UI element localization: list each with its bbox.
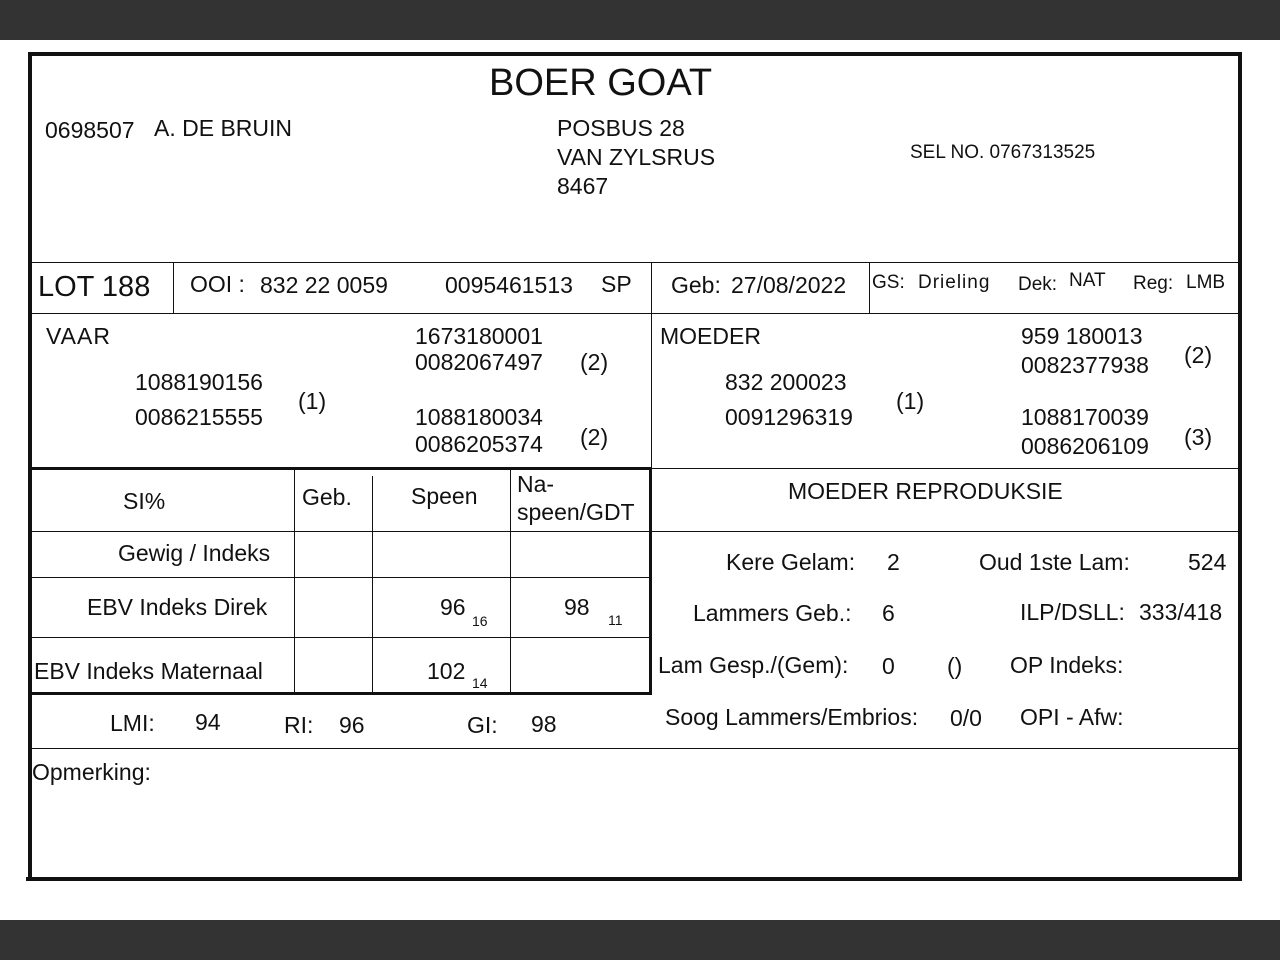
- divider-pedigree-bottom-right: [651, 468, 1238, 469]
- sire-id: 1088190156: [135, 369, 263, 395]
- oud-1ste-lam-value: 524: [1188, 549, 1227, 575]
- divider-lot-v2: [651, 262, 652, 314]
- repro-title: MOEDER REPRODUKSIE: [788, 478, 1063, 504]
- divider-lot-v1: [173, 262, 174, 314]
- kere-gelam-value: 2: [887, 549, 900, 575]
- ooi-code: 0095461513: [445, 272, 573, 298]
- gs-label: GS:: [872, 272, 905, 293]
- geb-column-header: Geb.: [302, 484, 352, 510]
- dam-mark: (1): [896, 388, 925, 414]
- ri-label: RI:: [284, 712, 314, 738]
- divider-pedigree-v: [651, 313, 652, 469]
- lam-gesp-average: (): [947, 653, 963, 679]
- sire-granddam-id: 1088180034: [415, 404, 543, 430]
- si-box-top: [32, 467, 652, 470]
- row-label-ebv-maternaal: EBV Indeks Maternaal: [34, 658, 263, 684]
- gi-value: 98: [531, 711, 557, 737]
- gs-value: Drieling: [918, 272, 991, 293]
- oud-1ste-lam-label: Oud 1ste Lam:: [979, 549, 1130, 575]
- geb-label: Geb:: [671, 272, 721, 298]
- geb-value: 27/08/2022: [731, 272, 847, 298]
- sire-mark: (1): [298, 388, 327, 414]
- address-line-1: POSBUS 28: [557, 115, 685, 141]
- dam-granddam-id: 1088170039: [1021, 404, 1149, 430]
- reg-label: Reg:: [1133, 273, 1174, 294]
- divider-lot-v3: [869, 262, 870, 314]
- remarks-label: Opmerking:: [32, 759, 151, 785]
- row-label-gewig-indeks: Gewig / Indeks: [118, 540, 271, 566]
- gi-label: GI:: [467, 712, 498, 738]
- sel-number: SEL NO. 0767313525: [910, 142, 1096, 163]
- breeder-name: A. DE BRUIN: [154, 115, 293, 141]
- sire-grandsire-reg: 0082067497: [415, 349, 543, 375]
- divider-lot-top: [32, 262, 1238, 263]
- si-row-line-1: [32, 531, 650, 532]
- dek-value: NAT: [1069, 270, 1106, 291]
- soog-lammers-label: Soog Lammers/Embrios:: [665, 704, 919, 730]
- card-border-top: [28, 52, 1242, 56]
- si-row-line-2: [32, 577, 650, 578]
- ri-value: 96: [339, 712, 365, 738]
- row-label-ebv-direk: EBV Indeks Direk: [87, 594, 268, 620]
- ebv-maternaal-speen-value: 102: [427, 658, 466, 684]
- card-border-right: [1238, 52, 1242, 881]
- ebv-direk-naspeen-sub: 11: [608, 612, 623, 628]
- document-title: BOER GOAT: [489, 62, 713, 104]
- dam-grandsire-reg: 0082377938: [1021, 352, 1149, 378]
- dam-id: 832 200023: [725, 369, 847, 395]
- breeder-number: 0698507: [45, 117, 135, 143]
- ebv-direk-naspeen-value: 98: [564, 594, 590, 620]
- lam-gesp-value: 0: [882, 653, 895, 679]
- speen-column-header: Speen: [411, 483, 478, 509]
- sire-granddam-mark: (2): [580, 424, 609, 450]
- soog-lammers-value: 0/0: [950, 705, 982, 731]
- vaar-label: VAAR: [46, 323, 111, 349]
- dam-granddam-reg: 0086206109: [1021, 433, 1149, 459]
- ooi-label: OOI :: [190, 271, 245, 297]
- si-col-line-1: [294, 470, 295, 693]
- ilp-dsll-value: 333/418: [1139, 599, 1223, 625]
- si-box-right: [649, 467, 652, 695]
- dek-label: Dek:: [1018, 274, 1058, 295]
- sire-granddam-reg: 0086205374: [415, 431, 543, 457]
- ebv-direk-speen-value: 96: [440, 594, 466, 620]
- dam-grandsire-mark: (2): [1184, 342, 1213, 368]
- address-line-3: 8467: [557, 173, 609, 199]
- opi-afw-label: OPI - Afw:: [1020, 704, 1124, 730]
- moeder-label: MOEDER: [660, 323, 761, 349]
- dam-granddam-mark: (3): [1184, 424, 1213, 450]
- sire-grandsire-mark: (2): [580, 349, 609, 375]
- ilp-dsll-label: ILP/DSLL:: [1020, 599, 1125, 625]
- si-row-line-3: [32, 637, 650, 638]
- sire-reg: 0086215555: [135, 404, 263, 430]
- lam-gesp-label: Lam Gesp./(Gem):: [658, 652, 849, 678]
- lammers-geb-value: 6: [882, 600, 895, 626]
- reg-value: LMB: [1186, 272, 1226, 293]
- address-line-2: VAN ZYLSRUS: [557, 144, 716, 170]
- naspeen-column-header-1: Na-: [517, 471, 555, 497]
- ebv-direk-speen-sub: 16: [472, 613, 488, 629]
- lammers-geb-label: Lammers Geb.:: [693, 600, 852, 626]
- divider-lot-bottom: [32, 313, 1238, 314]
- lmi-label: LMI:: [110, 710, 155, 736]
- indices-bottom-line: [32, 748, 1238, 749]
- op-indeks-label: OP Indeks:: [1010, 652, 1124, 678]
- kere-gelam-label: Kere Gelam:: [726, 549, 856, 575]
- repro-title-line: [652, 531, 1238, 532]
- naspeen-column-header-2: speen/GDT: [517, 499, 635, 525]
- dam-grandsire-id: 959 180013: [1021, 323, 1143, 349]
- si-col-line-2: [372, 476, 373, 693]
- lot-label: LOT 188: [38, 271, 151, 303]
- ooi-value: 832 22 0059: [260, 272, 388, 298]
- si-box-bottom: [32, 692, 652, 695]
- ooi-sp: SP: [601, 271, 632, 297]
- si-col-line-3: [510, 470, 511, 693]
- ebv-maternaal-speen-sub: 14: [472, 675, 488, 691]
- dam-reg: 0091296319: [725, 404, 853, 430]
- si-header: SI%: [123, 488, 166, 514]
- lmi-value: 94: [195, 709, 221, 735]
- card-border-bottom: [26, 877, 1240, 881]
- sire-grandsire-id: 1673180001: [415, 323, 543, 349]
